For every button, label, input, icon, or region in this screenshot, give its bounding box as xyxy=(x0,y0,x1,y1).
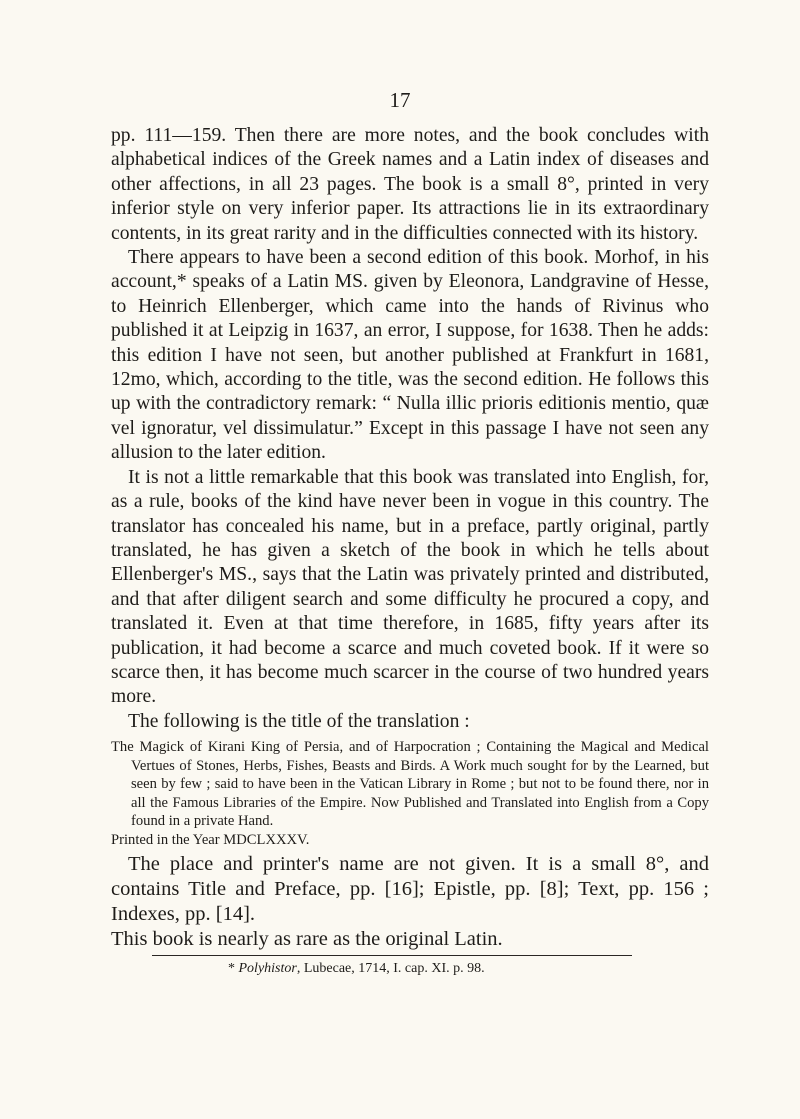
closing-paragraph: The place and printer's name are not given. It is a small 8°, and contains Title and Preface, pp. [16]; Epistle, pp. [8]; Text, pp. 156 ; Indexes, pp. [14]. xyxy=(111,853,709,926)
quote-line: The Magick of Kirani King of Persia, and of Harpocration ; Containing the Magical and Medical Vertues of Stones, Herbs, Fishes, Beasts and Birds. A Work much sought for by the Learned, but seen by few ; said to have been in the Vatican Library in Rome ; but not to be found there, nor in all the Famous Libraries of the Empire. Now Published and Translated into English from a Copy found in a private Hand. xyxy=(111,739,709,830)
footnote-rest: , Lubecae, 1714, I. cap. XI. p. 98. xyxy=(296,961,485,977)
closing-paragraph: This book is nearly as rare as the original Latin. xyxy=(111,928,503,951)
footnote-title: Polyhistor xyxy=(238,961,297,977)
translation-title-quote xyxy=(111,738,709,849)
paragraph: It is not a little remarkable that this book was translated into English, for, as a rule, books of the kind have never been in vogue in this country. The translator has concealed his name, but in a preface, partly original, partly translated, he has given a sketch of the book in which he tells about Ellenberger's MS., says that the Latin was privately printed and distributed, and that after diligent search and some difficulty he procured a copy, and translated it. Even at that time therefore, in 1685, fifty years after its publication, it had become a scarce and much coveted book. If it were so scarce then, it has become much scarcer in the course of two hundred years more. xyxy=(111,466,709,708)
body-text xyxy=(111,124,709,978)
paragraph: There appears to have been a second edition of this book. Morhof, in his account,* speaks of a Latin MS. given by Eleonora, Landgravine of Hesse, to Heinrich Ellenberger, which came into the hands of Rivinus who published it at Leipzig in 1637, an error, I suppose, for 1638. Then he adds: this edition I have not seen, but another published at Frankfurt in 1681, 12mo, which, according to the title, was the second edition. He follows this up with the contradictory remark: “ Nulla illic prioris editionis mentio, quæ vel ignoratur, vel dissimulatur.” Except in this passage I have not seen any allusion to the later edition. xyxy=(111,247,709,464)
footnote-divider xyxy=(152,955,632,956)
quote-line: Printed in the Year MDCLXXXV. xyxy=(111,831,310,848)
paragraph: pp. 111—159. Then there are more notes, and the book concludes with alphabetical indices of the Greek names and a Latin index of diseases and other affections, in all 23 pages. The book is a small 8°, printed in very inferior style on very inferior paper. Its attractions lie in its extraordinary contents, in its great rarity and in the difficulties connected with its history. xyxy=(111,125,709,244)
page-number: 17 xyxy=(389,88,411,112)
footnote-marker: * xyxy=(228,961,239,977)
footnote xyxy=(111,960,709,978)
paragraph: The following is the title of the translation : xyxy=(128,710,470,732)
